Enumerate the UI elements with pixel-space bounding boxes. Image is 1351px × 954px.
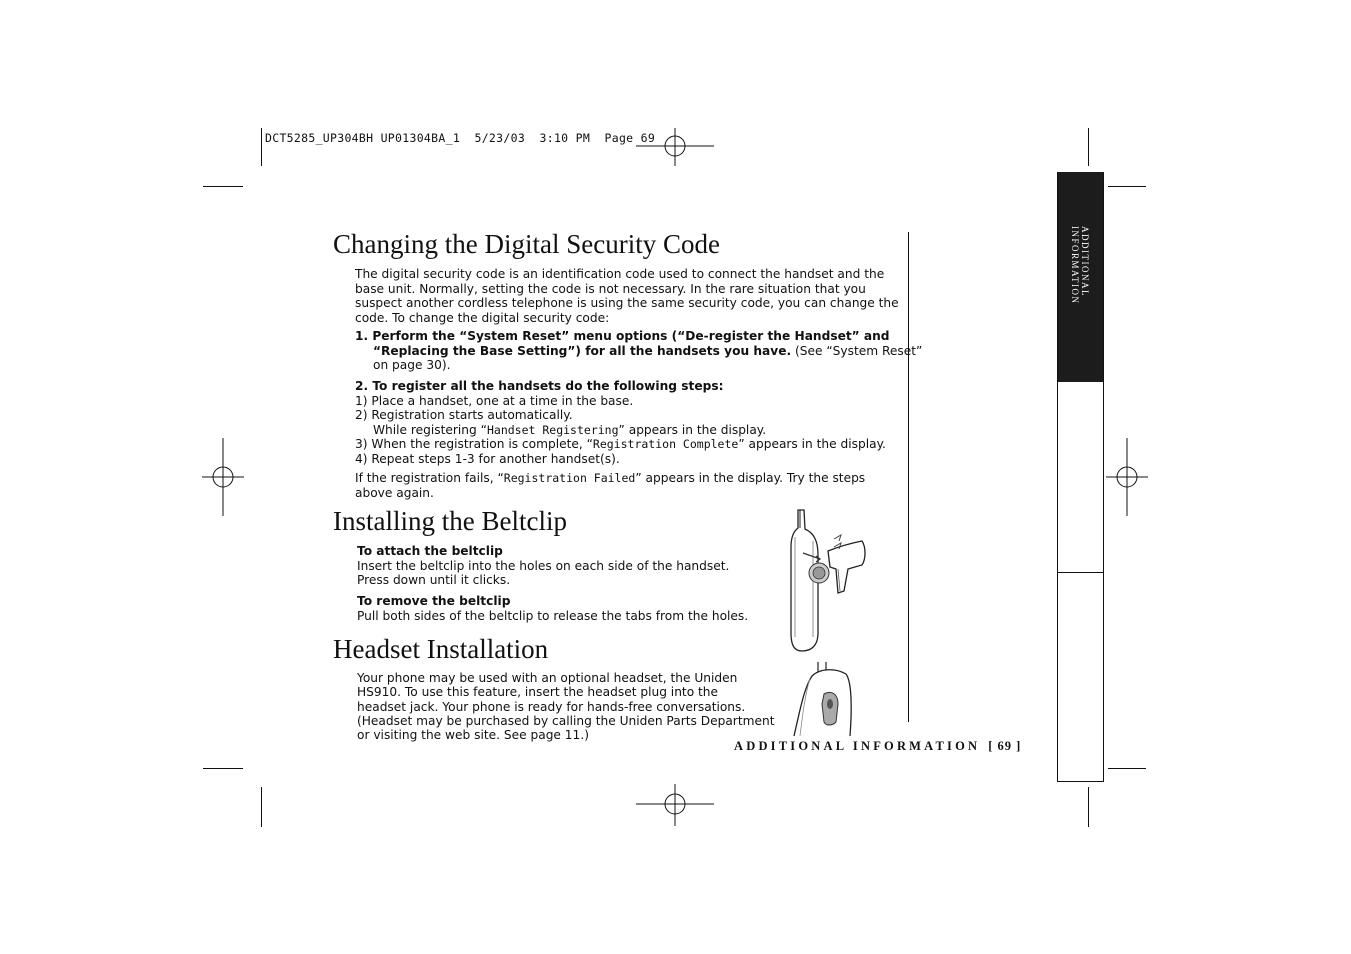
step-2-heading: 2. To register all the handsets do the following steps:	[355, 379, 724, 393]
beltclip-remove	[357, 594, 748, 623]
tab-divider	[1058, 572, 1103, 573]
intro-line: The digital security code is an identification code used to connect the handset and the	[355, 267, 885, 281]
side-tab-line1: ADDITIONAL	[1080, 226, 1090, 297]
remove-heading: To remove the beltclip	[357, 594, 511, 608]
beltclip-attach	[357, 544, 729, 588]
page-footer	[734, 739, 1021, 754]
display-text: Registration Failed	[503, 471, 636, 485]
step-1-plain: (See “System Reset”	[791, 343, 923, 358]
step-1-line: on page 30).	[373, 358, 451, 373]
beltclip-illustration	[786, 507, 870, 653]
step-1-line: 1. Perform the “System Reset” menu options (“De-register the Handset” and	[355, 329, 890, 343]
text: ” appears in the display. Try the steps	[635, 471, 866, 485]
step-2-sub	[355, 437, 886, 452]
step-2	[355, 379, 886, 467]
text: ” appears in the display.	[738, 437, 886, 452]
display-text: Handset Registering	[486, 422, 619, 437]
step-1-bold: “Replacing the Base Setting”) for all the handsets you have.	[373, 343, 792, 358]
security-code-intro	[355, 267, 899, 325]
print-slug-line: DCT5285_UP304BH UP01304BA_1 5/23/03 3:10 PM Page 69	[265, 131, 656, 145]
intro-line: suspect another cordless telephone is using the same security code, you can change the	[355, 296, 899, 311]
footer-label: ADDITIONAL INFORMATION	[734, 739, 981, 753]
tab-border-bottom	[1057, 781, 1104, 782]
side-tab-label	[1070, 226, 1090, 305]
section-title-headset: Headset Installation	[333, 634, 549, 664]
step-2-sub	[355, 423, 886, 438]
side-tab-line2: INFORMATION	[1070, 226, 1080, 305]
attach-heading: To attach the beltclip	[357, 544, 503, 558]
intro-line: code. To change the digital security code:	[355, 310, 610, 325]
headset-jack-illustration	[790, 660, 856, 738]
display-text: Registration Complete	[592, 437, 739, 452]
step-2-sub: 1) Place a handset, one at a time in the base.	[355, 393, 634, 408]
registration-mark-left	[202, 438, 246, 518]
section-title-security-code: Changing the Digital Security Code	[333, 229, 720, 259]
text: 3) When the registration is complete, “	[355, 437, 593, 452]
remove-line: Pull both sides of the beltclip to release the tabs from the holes.	[357, 608, 749, 623]
fail-line: above again.	[355, 485, 434, 500]
headset-line: HS910. To use this feature, insert the headset plug into the	[357, 685, 719, 700]
step-1	[355, 329, 922, 373]
fail-line	[355, 471, 865, 486]
section-title-beltclip: Installing the Beltclip	[333, 506, 567, 536]
registration-mark-bottom	[636, 784, 716, 828]
attach-line: Insert the beltclip into the holes on each side of the handset.	[357, 558, 730, 573]
step-2-sub: 2) Registration starts automatically.	[355, 408, 573, 423]
headset-text	[357, 671, 774, 742]
tab-border-right	[1103, 172, 1104, 782]
attach-line: Press down until it clicks.	[357, 573, 511, 588]
registration-fail-note	[355, 471, 865, 500]
headset-line: Your phone may be used with an optional headset, the Uniden	[357, 671, 738, 685]
headset-line: or visiting the web site. See page 11.)	[357, 728, 589, 743]
step-1-line	[355, 344, 922, 359]
step-2-sub: 4) Repeat steps 1-3 for another handset(s).	[355, 451, 620, 466]
headset-line: headset jack. Your phone is ready for hands-free conversations.	[357, 699, 746, 714]
text: While registering “	[373, 422, 487, 437]
registration-mark-right	[1106, 438, 1150, 518]
intro-line: base unit. Normally, setting the code is not necessary. In the rare situation that you	[355, 281, 866, 296]
column-rule	[908, 232, 909, 722]
text: ” appears in the display.	[618, 422, 767, 437]
text: If the registration fails, “	[355, 471, 504, 485]
page-number: [ 69 ]	[988, 739, 1022, 753]
headset-line: (Headset may be purchased by calling the Uniden Parts Department	[357, 713, 775, 728]
